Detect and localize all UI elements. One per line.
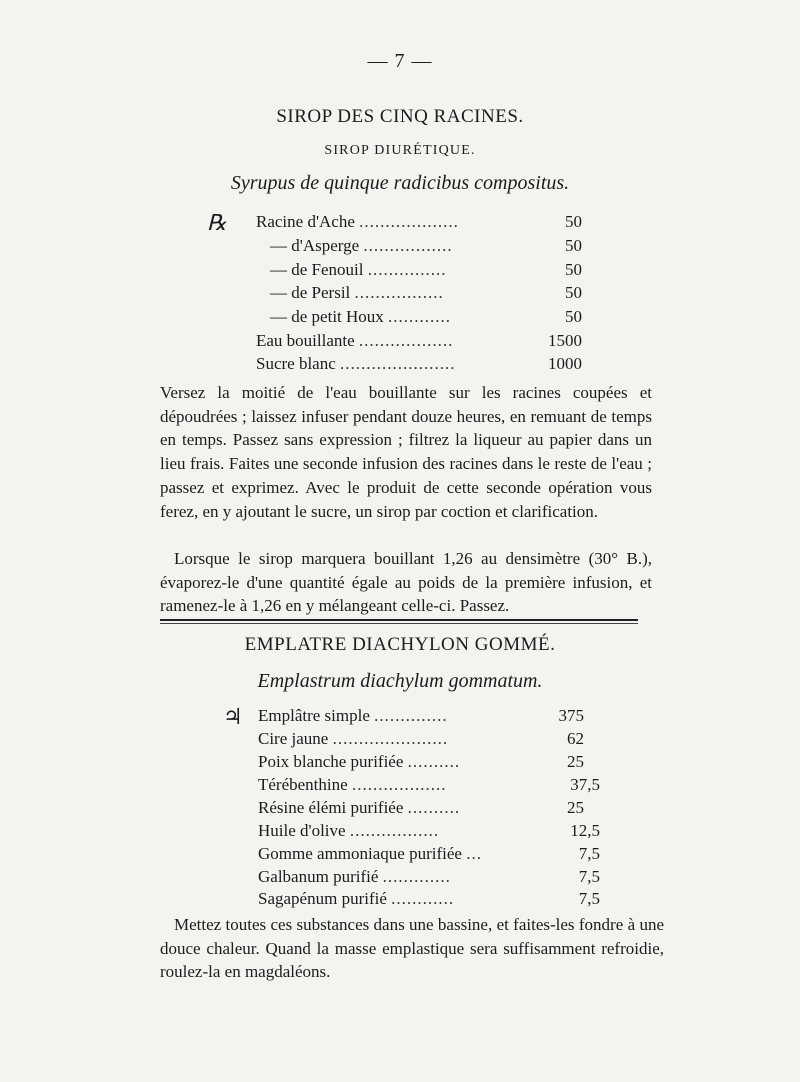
ingredient-name: Gomme ammoniaque purifiée ... [258, 844, 482, 863]
section1-paragraph-1: Versez la moitié de l'eau bouillante sur les racines coupées et dépoudrées ; laissez infuser pendant douze heures, en remuant de temps en temps. Passez sans expression ; filtrez la liqueur au papier dans un lieu frais. Faites une seconde infusion des racines dans le reste de l'eau ; passez et exprimez. Avec le produit de cette seconde opération vous ferez, en y ajoutant le sucre, un sirop par coction et clarification. [160, 383, 652, 521]
section1-paragraph-2: Lorsque le sirop marquera bouillant 1,26 au densimètre (30° B.), évaporez-le d'une quantité égale au poids de la première infusion, et ramenez-le à 1,26 en y mélangeant celle-ci. Passez. [160, 549, 652, 616]
ingredient-name: Cire jaune ...................... [258, 729, 449, 748]
ingredient-name: Huile d'olive ................. [258, 821, 440, 840]
ingredient-qty: 37,5 [570, 775, 600, 794]
ingredient-name: Sagapénum purifié ............ [258, 889, 455, 908]
section-divider-thin [160, 623, 638, 624]
ingredient-qty: 62 [567, 729, 584, 748]
section1-title: SIROP DES CINQ RACINES. [276, 106, 524, 127]
ingredient-name: — de Persil ................. [270, 283, 444, 302]
ingredient-name: — de petit Houx ............ [270, 307, 452, 326]
section-divider [160, 619, 638, 621]
ingredient-qty: 50 [565, 212, 582, 231]
jupiter-symbol-icon: ♃ [223, 704, 243, 729]
ingredient-name: — d'Asperge ................. [270, 236, 453, 255]
ingredient-qty: 12,5 [570, 821, 600, 840]
ingredient-qty: 7,5 [578, 844, 600, 863]
ingredient-qty: 50 [565, 260, 582, 279]
ingredient-qty: 25 [567, 798, 584, 817]
recipe-symbol-icon: ℞ [207, 210, 227, 235]
ingredient-name: Racine d'Ache ................... [256, 212, 459, 231]
ingredient-name: Résine élémi purifiée .......... [258, 798, 461, 817]
section1-latin-name: Syrupus de quinque radicibus compositus. [230, 172, 570, 194]
page-number: — 7 — [367, 50, 433, 72]
ingredient-qty: 25 [567, 752, 584, 771]
ingredient-name: Sucre blanc ...................... [256, 354, 456, 373]
section2-title: EMPLATRE DIACHYLON GOMMÉ. [244, 634, 556, 655]
ingredient-name: Térébenthine .................. [258, 775, 447, 794]
section2-latin-name: Emplastrum diachylum gommatum. [257, 670, 543, 692]
ingredient-qty: 1500 [548, 331, 582, 350]
ingredient-name: Galbanum purifié ............. [258, 867, 451, 886]
ingredient-qty: 7,5 [578, 867, 600, 886]
ingredient-qty: 375 [558, 706, 584, 725]
ingredient-name: Poix blanche purifiée .......... [258, 752, 461, 771]
ingredient-qty: 50 [565, 307, 582, 326]
ingredient-qty: 50 [565, 236, 582, 255]
ingredient-name: Eau bouillante .................. [256, 331, 454, 350]
ingredient-qty: 7,5 [578, 889, 600, 908]
section2-paragraph: Mettez toutes ces substances dans une bassine, et faites-les fondre à une douce chaleur. Quand la masse emplastique sera suffisamment refroidie, roulez-la en magdaléons. [160, 915, 664, 982]
ingredient-qty: 50 [565, 283, 582, 302]
ingredient-name: — de Fenouil ............... [270, 260, 447, 279]
section1-subtitle: SIROP DIURÉTIQUE. [324, 143, 476, 158]
ingredient-qty: 1000 [548, 354, 582, 373]
ingredient-name: Emplâtre simple .............. [258, 706, 448, 725]
